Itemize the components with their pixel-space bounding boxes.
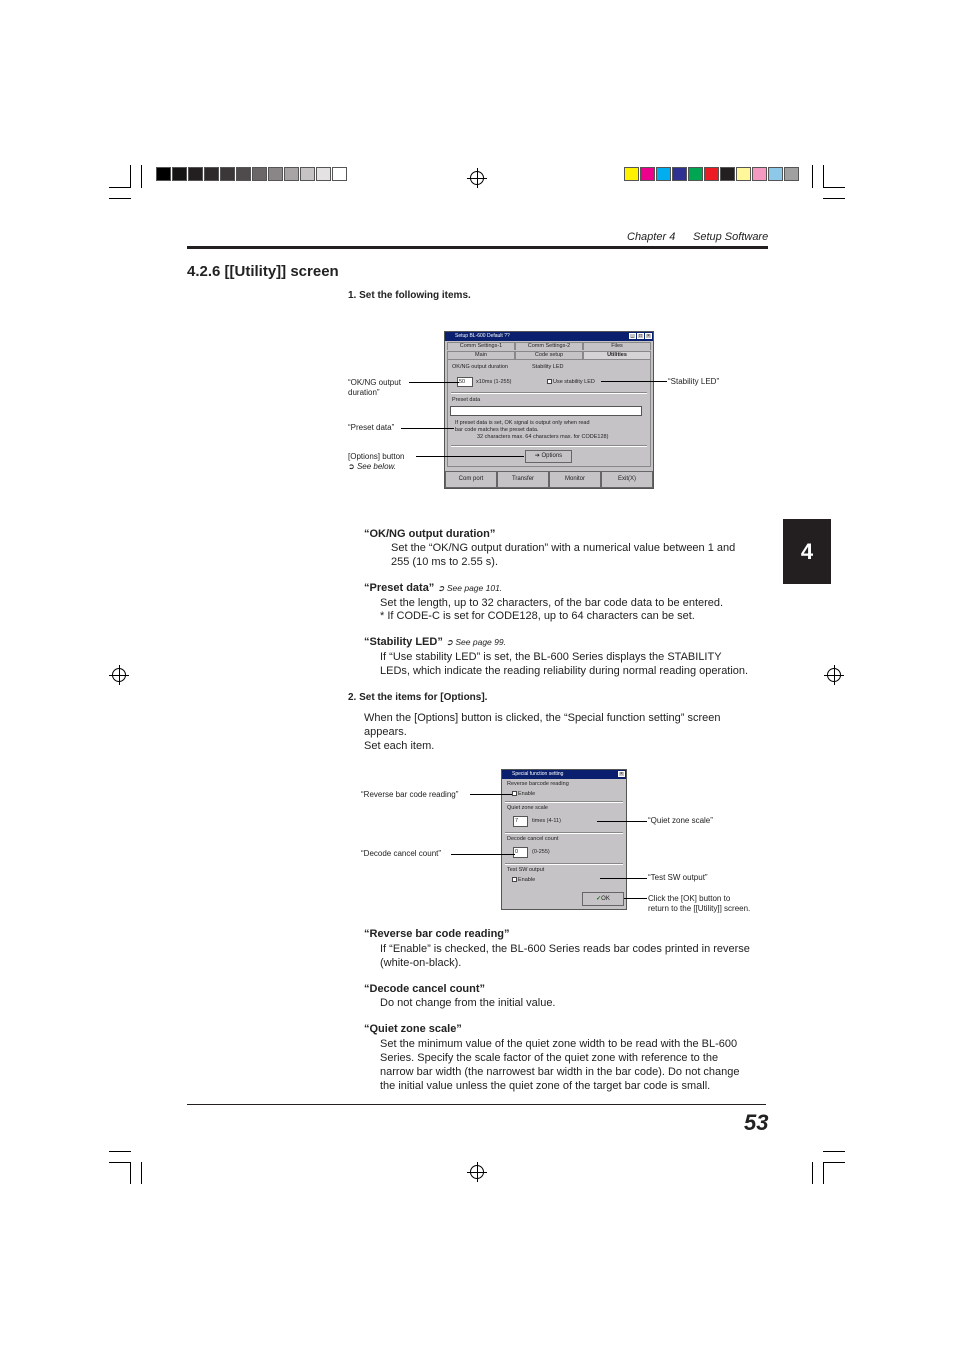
color-swatch [188, 167, 203, 181]
decode-desc: Do not change from the initial value. [380, 997, 556, 1009]
color-swatch [656, 167, 671, 181]
special-function-window [501, 769, 627, 910]
callout-reverse: “Reverse bar code reading” [361, 790, 459, 799]
preset-term: “Preset data” ➲ See page 101. [364, 582, 503, 594]
test-sw-group-label: Test SW output [507, 867, 545, 873]
crop-mark [141, 165, 142, 188]
okng-duration-input[interactable]: 50 [457, 377, 473, 387]
reverse-term: “Reverse bar code reading” [364, 928, 510, 940]
options-button[interactable]: ➔ Options [525, 450, 572, 463]
stability-led-checkbox[interactable]: Use stability LED [547, 379, 595, 385]
callout-decode: “Decode cancel count” [361, 849, 442, 858]
callout-stability: “Stability LED” [668, 377, 720, 386]
crop-mark [823, 198, 845, 199]
step-1: 1. Set the following items. [348, 290, 471, 301]
okng-term: “OK/NG output duration” [364, 528, 496, 540]
registration-mark [827, 668, 841, 682]
color-swatch [236, 167, 251, 181]
color-swatch [284, 167, 299, 181]
crop-mark [823, 187, 845, 188]
section-title: 4.2.6 [[Utility]] screen [187, 263, 339, 280]
maximize-icon[interactable]: □ [638, 333, 643, 339]
preset-data-input[interactable] [450, 406, 642, 416]
color-swatch [640, 167, 655, 181]
crop-mark [109, 1151, 131, 1152]
color-swatch [784, 167, 799, 181]
arrow-icon: ➲ [437, 583, 447, 593]
crop-mark [130, 1162, 131, 1184]
okng-unit: x10ms (1-255) [476, 379, 512, 385]
color-swatch [624, 167, 639, 181]
okng-desc: Set the “OK/NG output duration” with a numerical value between 1 and 255 (10 ms to 2.55 s). [391, 542, 736, 568]
preset-group-label: Preset data [452, 397, 481, 403]
stability-desc: If “Use stability LED” is set, the BL-600 Series displays the STABILITY LEDs, which indicate the reading reliability during normal reading operation. [380, 651, 749, 677]
color-swatch [268, 167, 283, 181]
window-title: Setup BL-600 Default ?? [445, 332, 653, 341]
reverse-enable-checkbox[interactable]: Enable [512, 791, 535, 797]
crop-mark [823, 1162, 845, 1163]
preset-note-3: 32 characters max. 64 characters max. for CODE128) [477, 434, 609, 440]
color-swatch [172, 167, 187, 181]
preset-note-2: bar code matches the preset data. [455, 427, 539, 433]
quiet-zone-group-label: Quiet zone scale [507, 805, 548, 811]
crop-mark [812, 1162, 813, 1184]
registration-mark [112, 668, 126, 682]
tab-comm-settings-2[interactable]: Comm Settings-2 [515, 342, 583, 350]
step-2: 2. Set the items for [Options]. [348, 692, 488, 703]
leader-line [601, 381, 667, 382]
running-header-section: Setup Software [693, 231, 769, 243]
okng-group-label: OK/NG output duration [452, 364, 508, 370]
decode-cancel-group-label: Decode cancel count [507, 836, 559, 842]
close-icon[interactable]: × [618, 771, 625, 777]
monitor-button[interactable]: Monitor [549, 471, 601, 488]
preset-desc: Set the length, up to 32 characters, of the bar code data to be entered. [380, 597, 724, 609]
quiet-desc: Set the minimum value of the quiet zone width to be read with the BL-600 Series. Specify the scale factor of the quiet zone with reference to the narrow bar width (the narrowest bar width in the bar code). Do not change the initial value unless the quiet zone of the target bar code is small. [380, 1038, 740, 1092]
header-rule [187, 246, 768, 249]
divider [451, 392, 647, 394]
crop-mark [812, 165, 813, 188]
utility-window [444, 331, 654, 489]
color-swatch [720, 167, 735, 181]
reverse-desc: If “Enable” is checked, the BL-600 Series reads bar codes printed in reverse (white-on-black). [380, 943, 750, 969]
arrow-icon: ➲ [445, 637, 456, 647]
crop-mark [130, 165, 131, 188]
leader-line [451, 854, 515, 855]
test-sw-enable-checkbox[interactable]: Enable [512, 877, 535, 883]
callout-options: [Options] button ➲ See below. [348, 452, 405, 471]
footer-rule [187, 1104, 766, 1105]
window-title: Special function setting [502, 770, 626, 779]
leader-line [600, 878, 647, 879]
callout-quiet: “Quiet zone scale” [648, 816, 713, 825]
callout-preset: “Preset data” [348, 423, 395, 432]
step-2-desc: When the [Options] button is clicked, the “Special function setting” screen appears. Set each item. [364, 712, 721, 752]
tab-main[interactable]: Main [447, 351, 515, 359]
registration-mark [470, 1165, 484, 1179]
crop-mark [109, 187, 131, 188]
leader-line [597, 821, 647, 822]
minimize-icon[interactable]: _ [629, 333, 636, 339]
decode-term: “Decode cancel count” [364, 983, 486, 995]
leader-line [409, 382, 459, 383]
quiet-zone-input[interactable]: 7 [513, 816, 528, 827]
checkmark-icon: ✓ [596, 896, 602, 902]
divider [451, 445, 647, 447]
color-swatch [332, 167, 347, 181]
reverse-group-label: Reverse barcode reading [507, 781, 569, 787]
color-swatch [704, 167, 719, 181]
decode-cancel-unit: (0-255) [532, 849, 550, 855]
color-swatch [220, 167, 235, 181]
color-swatch [316, 167, 331, 181]
exit-button[interactable]: Exit(X) [601, 471, 653, 488]
callout-testsw: “Test SW output” [648, 873, 708, 882]
transfer-button[interactable]: Transfer [497, 471, 549, 488]
preset-note: * If CODE-C is set for CODE128, up to 64 characters can be set. [380, 610, 695, 622]
leader-line [470, 794, 512, 795]
color-swatch [252, 167, 267, 181]
color-swatch [156, 167, 171, 181]
crop-mark [109, 1162, 131, 1163]
close-icon[interactable]: × [645, 333, 652, 339]
running-header-chapter: Chapter 4 [627, 231, 676, 243]
ok-button[interactable]: ✓OK [582, 892, 624, 906]
com-port-button[interactable]: Com port [445, 471, 497, 488]
color-swatch [768, 167, 783, 181]
quiet-term: “Quiet zone scale” [364, 1023, 462, 1035]
stability-term: “Stability LED” ➲ See page 99. [364, 636, 506, 648]
divider [505, 863, 623, 865]
registration-mark [470, 171, 484, 185]
callout-okng: “OK/NG output duration” [348, 378, 401, 397]
leader-line [416, 456, 524, 457]
tab-utilities[interactable]: Utilities [583, 351, 651, 359]
color-swatch [204, 167, 219, 181]
tab-comm-settings-1[interactable]: Comm Settings-1 [447, 342, 515, 350]
color-swatch [672, 167, 687, 181]
color-swatch [752, 167, 767, 181]
crop-mark [823, 165, 824, 188]
chapter-tab: 4 [783, 519, 831, 584]
arrow-icon: ➲ [348, 462, 357, 471]
leader-line [624, 898, 647, 899]
divider [505, 832, 623, 834]
quiet-zone-unit: times (4-11) [532, 818, 561, 824]
stability-group-label: Stability LED [532, 364, 564, 370]
crop-mark [109, 198, 131, 199]
preset-note-1: If preset data is set, OK signal is output only when read [455, 420, 590, 426]
arrow-icon: ➔ [534, 453, 542, 459]
crop-mark [141, 1162, 142, 1184]
page-number: 53 [744, 1110, 769, 1135]
color-swatch [300, 167, 315, 181]
leader-line [401, 428, 454, 429]
divider [505, 801, 623, 803]
callout-ok: Click the [OK] button to return to the [[Utility]] screen. [648, 894, 751, 913]
checkbox-icon [547, 379, 552, 384]
color-swatch [688, 167, 703, 181]
checkbox-icon [512, 877, 517, 882]
crop-mark [823, 1162, 824, 1184]
checkbox-icon [512, 791, 517, 796]
crop-mark [823, 1151, 845, 1152]
color-swatch [736, 167, 751, 181]
decode-cancel-input[interactable]: 0 [513, 847, 528, 858]
tab-files[interactable]: Files [583, 342, 651, 350]
tab-code-setup[interactable]: Code setup [515, 351, 583, 359]
